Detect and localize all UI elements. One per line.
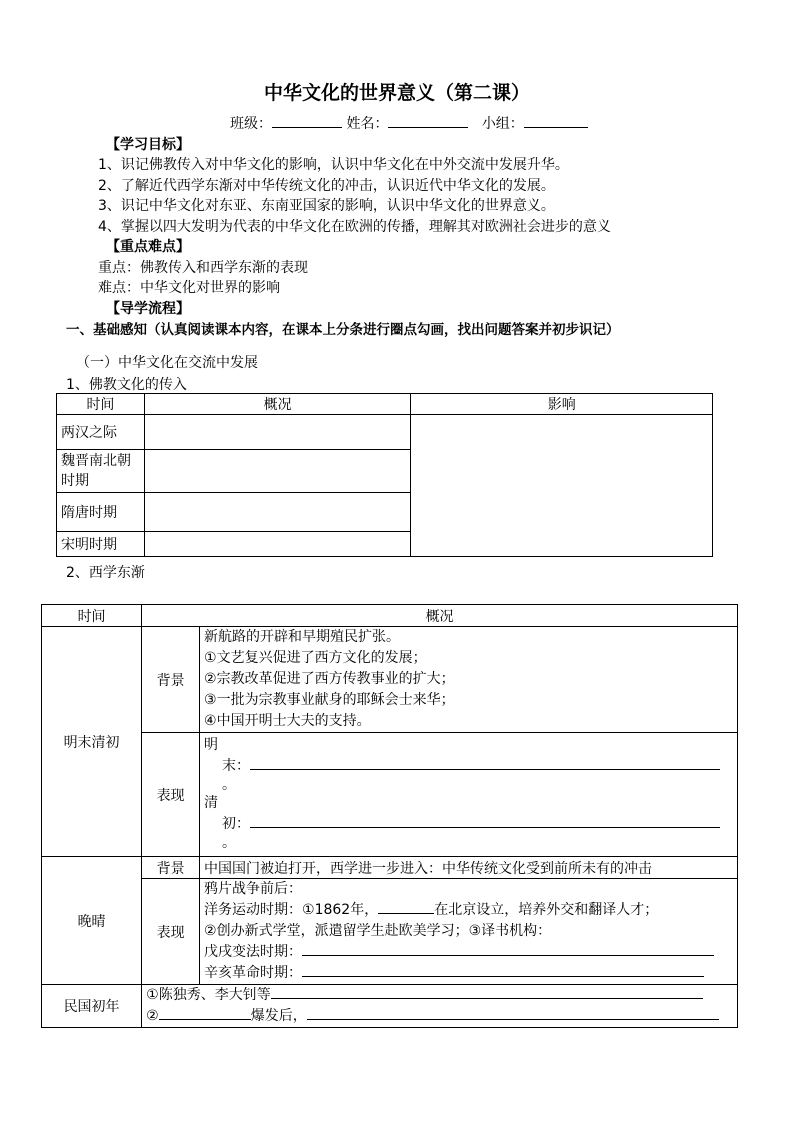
part2-heading: 2、西学东渐 xyxy=(66,565,145,581)
col-header-overview: 概况 xyxy=(142,605,738,627)
performance-label: 表现 xyxy=(142,879,200,985)
perf-line: 辛亥革命时期： xyxy=(204,965,303,981)
class-blank[interactable] xyxy=(272,113,342,128)
rep-line: 爆发后， xyxy=(250,1008,307,1024)
perf-line: 在北京设立，培养外交和翻译人才； xyxy=(434,902,659,918)
bg-line: ③一批为宗教事业献身的耶稣会士来华； xyxy=(204,692,455,708)
overview-cell[interactable] xyxy=(144,532,411,557)
ming-qing-background xyxy=(200,627,738,733)
part1-heading: 1、佛教文化的传入 xyxy=(66,377,187,393)
late-qing-performance xyxy=(200,879,738,985)
sub1-heading: （一）中华文化在交流中发展 xyxy=(76,355,258,371)
performance-label: 表现 xyxy=(142,733,200,857)
ming-qing-performance xyxy=(200,733,738,857)
perf-line: 洋务运动时期：①1862年， xyxy=(204,902,379,918)
qing-period-mark: 。 xyxy=(222,835,237,851)
goal-item: 3、识记中华文化对东亚、东南亚国家的影响，认识中华文化的世界意义。 xyxy=(98,198,555,214)
perf-line: 鸦片战争前后： xyxy=(204,881,303,897)
qing-label: 初： xyxy=(222,816,251,832)
early-republic-content xyxy=(142,985,738,1028)
impact-cell[interactable] xyxy=(411,415,713,557)
buddhism-table xyxy=(56,393,713,557)
perf-line: ②创办新式学堂，派遣留学生赴欧美学习；③译书机构： xyxy=(204,923,552,939)
bg-line: ②宗教改革促进了西方传教事业的扩大； xyxy=(204,671,455,687)
student-info-row xyxy=(230,113,588,133)
section1-heading: 一、基础感知（认真阅读课本内容，在课本上分条进行圈点勾画，找出问题答案并初步识记） xyxy=(66,322,620,338)
col-header-time: 时间 xyxy=(42,605,142,627)
overview-cell[interactable] xyxy=(144,450,411,493)
ming-answer-blank[interactable] xyxy=(250,756,720,770)
late-qing-background: 中国国门被迫打开，西学进一步进入：中华传统文化受到前所未有的冲击 xyxy=(200,857,738,879)
goals-heading: 【学习目标】 xyxy=(106,137,190,153)
after-blank[interactable] xyxy=(307,1006,719,1020)
ming-label: 末： xyxy=(222,758,251,774)
period-early-republic: 民国初年 xyxy=(42,985,142,1028)
class-label: 班级： xyxy=(230,116,272,132)
col-header-time: 时间 xyxy=(57,394,145,415)
qing-char: 清 xyxy=(204,795,219,811)
background-label: 背景 xyxy=(142,627,200,733)
key-heading: 【重点难点】 xyxy=(106,239,190,255)
flow-heading: 【导学流程】 xyxy=(106,301,190,317)
difficulty-text: 难点：中华文化对世界的影响 xyxy=(98,280,280,296)
institution-blank[interactable] xyxy=(378,900,434,914)
ming-period-mark: 。 xyxy=(222,777,237,793)
overview-cell[interactable] xyxy=(144,493,411,532)
revolution-blank[interactable] xyxy=(302,963,704,977)
perf-line: 戊戌变法时期： xyxy=(204,944,303,960)
background-label: 背景 xyxy=(142,857,200,879)
page-title: 中华文化的世界意义（第二课） xyxy=(263,82,530,104)
row-period: 宋明时期 xyxy=(57,532,145,557)
period-late-qing: 晚晴 xyxy=(42,857,142,985)
row-period: 魏晋南北朝时期 xyxy=(57,450,145,493)
rep-line: ② xyxy=(146,1008,159,1024)
ming-char: 明 xyxy=(204,737,219,753)
group-label: 小组： xyxy=(481,116,524,132)
overview-cell[interactable] xyxy=(144,415,411,450)
western-learning-table xyxy=(41,604,738,1028)
name-label: 姓名： xyxy=(346,116,389,132)
focus-text: 重点：佛教传入和西学东渐的表现 xyxy=(98,260,308,276)
bg-line: 新航路的开辟和早期殖民扩张。 xyxy=(204,629,401,645)
goal-item: 1、识记佛教传入对中华文化的影响，认识中华文化在中外交流中发展升华。 xyxy=(98,157,569,173)
col-header-impact: 影响 xyxy=(411,394,713,415)
bg-line: ④中国开明士大夫的支持。 xyxy=(204,713,371,729)
name-blank[interactable] xyxy=(388,113,468,128)
bg-line: ①文艺复兴促进了西方文化的发展； xyxy=(204,650,427,666)
col-header-overview: 概况 xyxy=(144,394,411,415)
reform-blank[interactable] xyxy=(302,942,714,956)
row-period: 隋唐时期 xyxy=(57,493,145,532)
goal-item: 4、掌握以四大发明为代表的中华文化在欧洲的传播，理解其对欧洲社会进步的意义 xyxy=(98,219,611,235)
goal-item: 2、了解近代西学东渐对中华传统文化的冲击，认识近代中华文化的发展。 xyxy=(98,178,555,194)
movement-blank[interactable] xyxy=(159,1006,251,1020)
rep-line: ①陈独秀、李大钊等 xyxy=(146,987,271,1003)
row-period: 两汉之际 xyxy=(57,415,145,450)
figures-blank[interactable] xyxy=(271,985,703,999)
period-ming-qing: 明末清初 xyxy=(42,627,142,857)
qing-answer-blank[interactable] xyxy=(250,814,720,828)
group-blank[interactable] xyxy=(524,113,588,128)
